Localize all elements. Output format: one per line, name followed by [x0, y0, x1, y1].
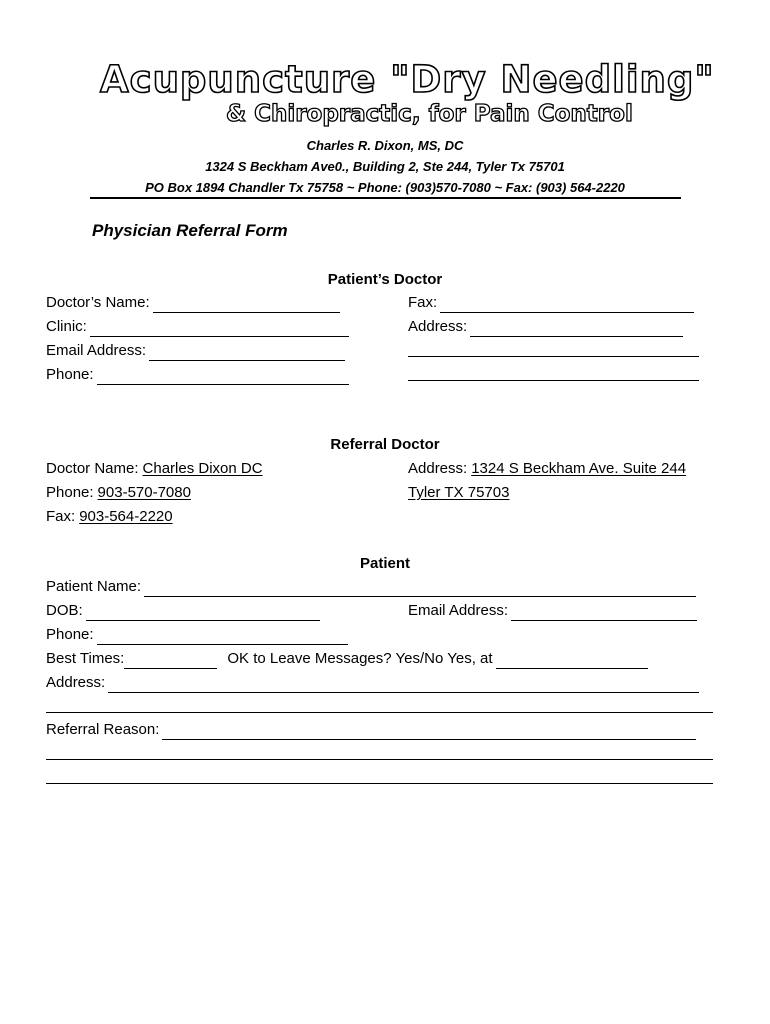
- referral-doctor-address-line2: [408, 483, 509, 503]
- section-patient: Patient: [359, 555, 410, 572]
- clinic-input[interactable]: [90, 321, 349, 337]
- practice-address: 1324 S Beckham Ave0., Building 2, Ste 244, Tyler Tx 75701: [205, 159, 565, 174]
- referral-address-label: Address:: [408, 460, 468, 477]
- leave-messages-label: OK to Leave Messages? Yes/No Yes, at: [227, 650, 493, 667]
- doctor-address-line3: [408, 365, 699, 381]
- practitioner-name: Charles R. Dixon, MS, DC: [306, 138, 464, 153]
- referral-name-label: Doctor Name:: [46, 460, 139, 477]
- patient-address-field: [46, 673, 699, 693]
- referral-fax-label: Fax:: [46, 508, 76, 525]
- doctor-name-field: [46, 293, 340, 313]
- patient-dob-input[interactable]: [86, 605, 320, 621]
- referral-phone-value: 903-570-7080: [97, 484, 191, 501]
- patient-dob-label: DOB:: [46, 602, 83, 619]
- doctor-phone-input[interactable]: [97, 369, 349, 385]
- doctor-address-field: [408, 317, 683, 337]
- patient-best-times-field: [46, 649, 648, 669]
- referral-doctor-name: [46, 459, 263, 479]
- referral-doctor-fax: [46, 507, 173, 527]
- doctor-fax-label: Fax:: [408, 294, 438, 311]
- practice-subtitle: & Chiropractic, for Pain Control: [226, 101, 633, 127]
- doctor-address-input-line2[interactable]: [408, 341, 699, 357]
- best-times-input[interactable]: [124, 653, 217, 669]
- doctor-address-label: Address:: [408, 318, 468, 335]
- patient-address-line2: [46, 697, 713, 713]
- practice-title: Acupuncture "Dry Needling": [100, 58, 715, 101]
- referral-doctor-address: [408, 459, 686, 479]
- referral-reason-input[interactable]: [162, 724, 696, 740]
- patient-name-input[interactable]: [144, 581, 696, 597]
- clinic-label: Clinic:: [46, 318, 87, 335]
- form-title: Physician Referral Form: [92, 221, 288, 240]
- patient-phone-label: Phone:: [46, 626, 94, 643]
- referral-fax-value: 903-564-2220: [79, 508, 173, 525]
- section-referral-doctor: Referral Doctor: [330, 436, 440, 453]
- referral-address-value-line1: 1324 S Beckham Ave. Suite 244: [471, 460, 687, 477]
- doctor-fax-input[interactable]: [440, 297, 694, 313]
- doctor-name-input[interactable]: [153, 297, 340, 313]
- referral-reason-input-line3[interactable]: [46, 768, 713, 784]
- referral-reason-line3: [46, 768, 713, 784]
- header-divider: [90, 197, 681, 199]
- patient-email-input[interactable]: [511, 605, 697, 621]
- patient-phone-field: [46, 625, 348, 645]
- patient-address-input-line2[interactable]: [46, 697, 713, 713]
- doctor-email-input[interactable]: [149, 345, 345, 361]
- patient-address-input[interactable]: [108, 677, 699, 693]
- doctor-address-input[interactable]: [470, 321, 683, 337]
- doctor-phone-field: [46, 365, 349, 385]
- referral-reason-label: Referral Reason:: [46, 721, 160, 738]
- patient-dob-field: [46, 601, 320, 621]
- doctor-address-input-line3[interactable]: [408, 365, 699, 381]
- patient-name-label: Patient Name:: [46, 578, 142, 595]
- best-times-label: Best Times:: [46, 650, 125, 667]
- patient-email-label: Email Address:: [408, 602, 509, 619]
- doctor-fax-field: [408, 293, 694, 313]
- doctor-email-label: Email Address:: [46, 342, 147, 359]
- referral-name-value: Charles Dixon DC: [142, 460, 263, 477]
- doctor-phone-label: Phone:: [46, 366, 94, 383]
- patient-email-field: [408, 601, 697, 621]
- section-patients-doctor: Patient’s Doctor: [327, 271, 443, 288]
- referral-reason-input-line2[interactable]: [46, 744, 713, 760]
- doctor-address-line2: [408, 341, 699, 357]
- clinic-field: [46, 317, 349, 337]
- patient-name-field: [46, 577, 696, 597]
- patient-address-label: Address:: [46, 674, 106, 691]
- referral-reason-line2: [46, 744, 713, 760]
- doctor-email-field: [46, 341, 345, 361]
- referral-address-value-line2: Tyler TX 75703: [408, 484, 510, 501]
- referral-doctor-phone: [46, 483, 191, 503]
- referral-phone-label: Phone:: [46, 484, 94, 501]
- referral-reason-field: [46, 720, 696, 740]
- leave-messages-input[interactable]: [496, 653, 648, 669]
- patient-phone-input[interactable]: [97, 629, 348, 645]
- practice-contact: PO Box 1894 Chandler Tx 75758 ~ Phone: (903)570-7080 ~ Fax: (903) 564-2220: [145, 180, 625, 195]
- doctor-name-label: Doctor’s Name:: [46, 294, 150, 311]
